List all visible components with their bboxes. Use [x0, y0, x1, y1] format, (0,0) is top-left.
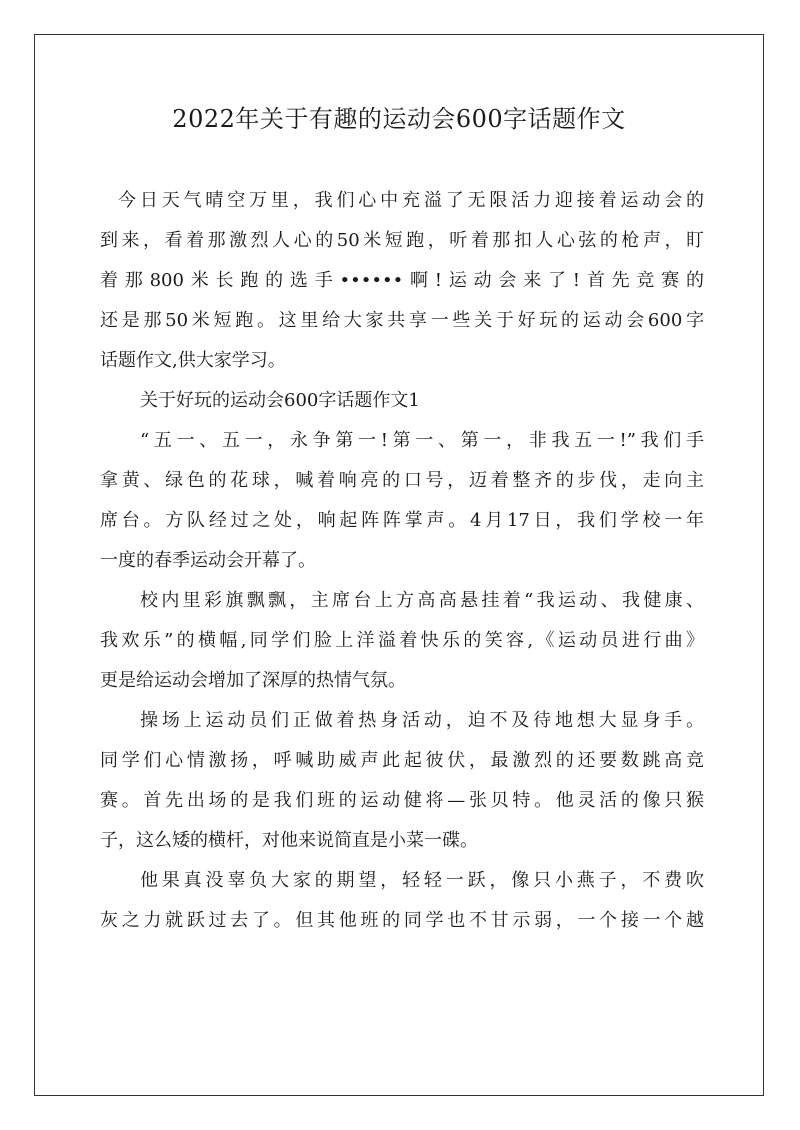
text-line: 一度的春季运动会开幕了。	[100, 550, 316, 571]
body-paragraph	[100, 421, 704, 581]
text-line: 同学们心情激扬，呼喊助威声此起彼伏，最激烈的还要数跳高竞	[100, 750, 704, 771]
text-line: 子，这么矮的横杆，对他来说简直是小菜一碟。	[100, 830, 478, 851]
section-heading-text: 关于好玩的运动会600字话题作文1	[140, 390, 420, 411]
text-line: 今日天气晴空万里，我们心中充溢了无限活力迎接着运动会的	[118, 190, 704, 211]
body-paragraph	[100, 861, 704, 941]
text-line: 校内里彩旗飘飘，主席台上方高高悬挂着“我运动、我健康、	[140, 590, 704, 611]
text-line: 还是那50米短跑。这里给大家共享一些关于好玩的运动会600字	[100, 310, 704, 331]
text-line: 更是给运动会增加了深厚的热情气氛。	[100, 670, 406, 691]
text-line: 操场上运动员们正做着热身活动，迫不及待地想大显身手。	[140, 710, 704, 731]
intro-paragraph	[100, 181, 704, 381]
document-body	[100, 181, 704, 941]
body-paragraph	[100, 701, 704, 861]
text-line: 灰之力就跃过去了。但其他班的同学也不甘示弱，一个接一个越	[100, 910, 704, 931]
document-title: 2022年关于有趣的运动会600字话题作文	[172, 105, 626, 133]
text-line: 赛。首先出场的是我们班的运动健将—张贝特。他灵活的像只猴	[100, 790, 704, 811]
text-line: 我欢乐”的横幅,同学们脸上洋溢着快乐的笑容,《运动员进行曲》	[100, 630, 704, 651]
section-heading	[100, 381, 704, 421]
body-paragraph	[100, 581, 704, 701]
text-line: 他果真没辜负大家的期望，轻轻一跃，像只小燕子，不费吹	[140, 870, 704, 891]
text-line: 到来，看着那激烈人心的50米短跑，听着那扣人心弦的枪声，盯	[100, 230, 704, 251]
text-line: 拿黄、绿色的花球，喊着响亮的口号，迈着整齐的步伐，走向主	[100, 470, 704, 491]
text-line: “五一、五一，永争第一!第一、第一，非我五一!”我们手	[140, 430, 704, 451]
text-line: 着那800米长跑的选手••••••啊!运动会来了!首先竞赛的	[100, 270, 704, 291]
text-line: 席台。方队经过之处，响起阵阵掌声。4月17日，我们学校一年	[100, 510, 704, 531]
text-line: 话题作文,供大家学习。	[100, 350, 286, 371]
